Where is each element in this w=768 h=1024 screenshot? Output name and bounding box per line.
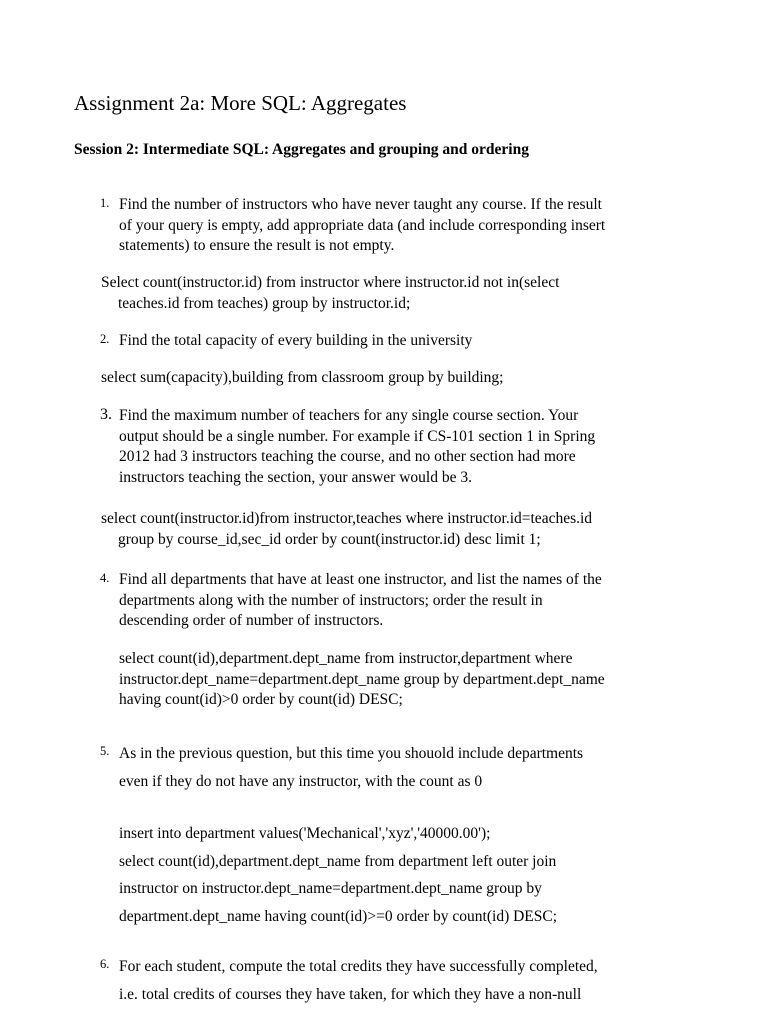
answer-line: instructor on instructor.dept_name=department.dept_name group by	[119, 880, 542, 897]
question-line: For each student, compute the total credits they have successfully completed,	[119, 958, 598, 975]
question-line: output should be a single number. For example if CS-101 section 1 in Spring	[119, 427, 596, 445]
answer-1	[101, 273, 559, 314]
question-line: 2012 had 3 instructors teaching the course, and no other section had more	[119, 448, 576, 465]
answer-line: instructor.dept_name=department.dept_name group by department.dept_name	[119, 670, 605, 688]
answer-line: department.dept_name having count(id)>=0 order by count(id) DESC;	[119, 907, 558, 925]
question-line: of your query is empty, add appropriate data (and include corresponding insert	[119, 216, 606, 234]
question-line: statements) to ensure the result is not empty.	[119, 237, 395, 254]
question-number: 2.	[100, 332, 110, 346]
answer-line: teaches.id from teaches) group by instructor.id;	[118, 294, 411, 312]
question-line: instructors teaching the section, your answer would be 3.	[119, 468, 472, 486]
question-line: Find the total capacity of every building in the university	[119, 332, 473, 349]
answer-3	[101, 509, 592, 550]
answer-line: insert into department values('Mechanical','xyz','40000.00');	[119, 825, 491, 842]
question-line: departments along with the number of instructors; order the result in	[119, 591, 543, 609]
answer-line: select count(id),department.dept_name from instructor,department where	[119, 650, 573, 667]
answer-4	[119, 649, 605, 711]
answer-line: select sum(capacity),building from classroom group by building;	[101, 369, 504, 386]
question-line: descending order of number of instructors.	[119, 612, 384, 629]
page-title: Assignment 2a: More SQL: Aggregates	[74, 91, 407, 115]
answer-2	[101, 368, 504, 389]
question-line: Find the maximum number of teachers for any single course section. Your	[119, 407, 579, 424]
question-line: Find all departments that have at least one instructor, and list the names of the	[119, 571, 602, 588]
question-number: 1.	[100, 196, 110, 210]
session-heading: Session 2: Intermediate SQL: Aggregates and grouping and ordering	[74, 141, 529, 158]
question-number: 3.	[100, 406, 112, 423]
answer-line: Select count(instructor.id) from instructor where instructor.id not in(select	[101, 274, 560, 291]
question-number: 5.	[100, 744, 110, 758]
question-line: i.e. total credits of courses they have taken, for which they have a non-null	[119, 985, 582, 1003]
answer-line: select count(id),department.dept_name from department left outer join	[119, 852, 557, 870]
answer-5	[119, 820, 557, 930]
answer-line: select count(instructor.id)from instructor,teaches where instructor.id=teaches.id	[101, 510, 593, 527]
question-line: As in the previous question, but this time you shouold include departments	[119, 745, 584, 762]
question-line: even if they do not have any instructor, with the count as 0	[119, 772, 483, 790]
answer-line: having count(id)>0 order by count(id) DESC;	[119, 691, 403, 708]
question-line: Find the number of instructors who have never taught any course. If the result	[119, 196, 602, 213]
answer-line: group by course_id,sec_id order by count(instructor.id) desc limit 1;	[118, 530, 541, 548]
question-number: 4.	[100, 571, 110, 585]
question-number: 6.	[100, 957, 110, 971]
